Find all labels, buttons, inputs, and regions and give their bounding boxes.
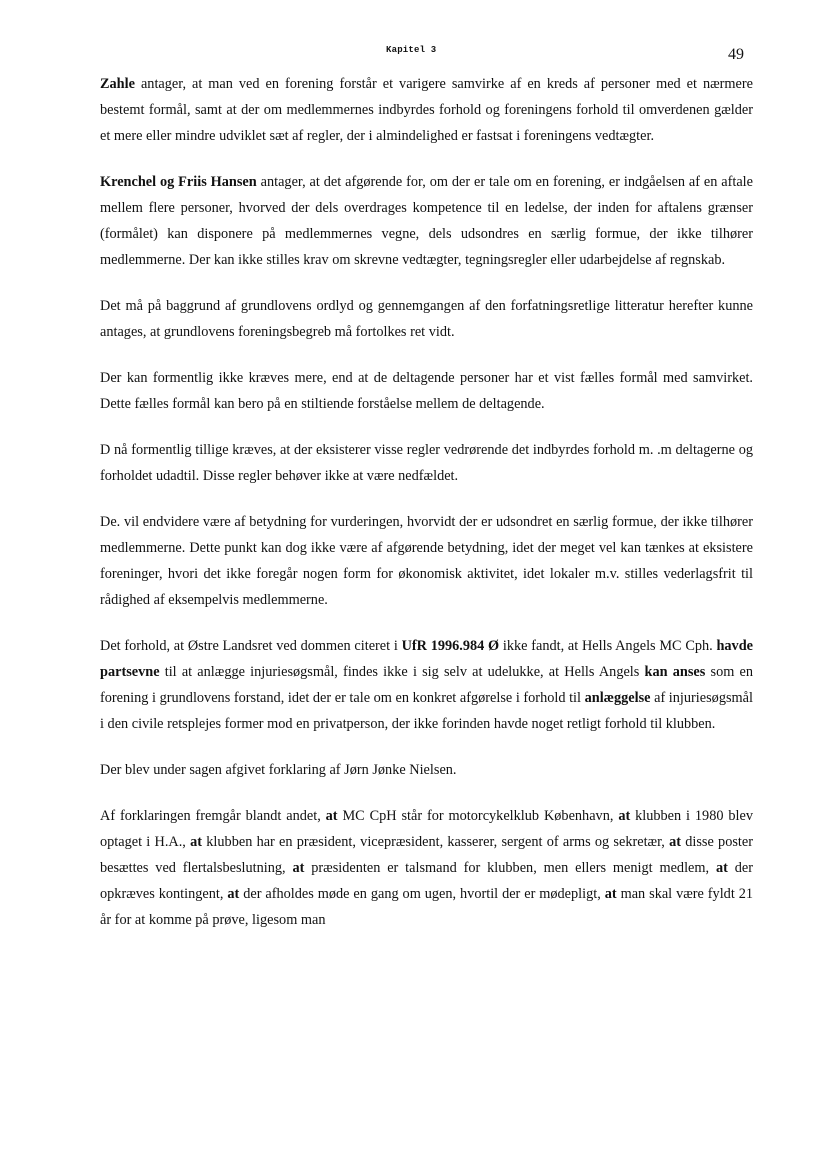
paragraph-text: Det forhold, at Østre Landsret ved dommen citeret i	[100, 638, 402, 654]
bold-text: kan anses	[644, 664, 706, 680]
paragraph-text: ikke fandt, at Hells Angels MC Cph.	[499, 638, 717, 654]
paragraph-text: til at anlægge injuriesøgsmål, findes ikke i sig selv at udelukke, at Hells Angels	[159, 664, 645, 680]
paragraph	[100, 437, 753, 489]
paragraph-text: der opkræves kontingent,	[100, 860, 753, 902]
page-number: 49	[728, 46, 744, 63]
paragraph-text: De. vil endvidere være af betydning for vurderingen, hvorvidt der er udsondret en særlig formue, der ikke tilhører medlemmerne. Dette punkt kan dog ikke være af afgørende betydning, idet der meget vel kan tænkes at eksistere foreninger, hvori det ikke foregår nogen form for økonomisk aktivitet, idet lokaler m.v. stilles vederlagsfrit til rådighed af eksempelvis medlemmerne.	[100, 514, 753, 608]
chapter-header: Kapitel 3	[386, 45, 437, 55]
bold-text: at	[715, 860, 728, 876]
document-body	[100, 71, 753, 953]
paragraph	[100, 365, 753, 417]
bold-text: havde partsevne	[100, 638, 753, 680]
paragraph	[100, 803, 753, 933]
paragraph-text: præsidenten er talsmand for klubben, men ellers menigt medlem,	[304, 860, 716, 876]
paragraph-text: antager, at man ved en forening forstår et varigere samvirke af en kreds af personer med et nærmere bestemt formål, samt at der om medlemmernes indbyrdes forhold og foreningens forhold til omverdenen gælder et mere eller mindre udviklet sæt af regler, der i almindelighed er fastsat i foreningens vedtægter.	[100, 76, 753, 144]
paragraph-text: Det må på baggrund af grundlovens ordlyd og gennemgangen af den forfatningsretlige litteratur herefter kunne antages, at grundlovens foreningsbegreb må fortolkes ret vidt.	[100, 298, 753, 340]
paragraph-text: D nå formentlig tillige kræves, at der eksisterer visse regler vedrørende det indbyrdes forhold m. .m deltagerne og forholdet udadtil. Disse regler behøver ikke at være nedfældet.	[100, 442, 753, 484]
paragraph-text: Der kan formentlig ikke kræves mere, end at de deltagende personer har et vist fælles formål med samvirket. Dette fælles formål kan bero på en stiltiende forståelse mellem de deltagende.	[100, 370, 753, 412]
paragraph	[100, 71, 753, 149]
bold-text: at	[618, 808, 631, 824]
paragraph-text: som en forening i grundlovens forstand, idet der er tale om en konkret afgørelse i forhold til	[100, 664, 753, 706]
bold-text: at	[325, 808, 338, 824]
paragraph-text: Der blev under sagen afgivet forklaring af Jørn Jønke Nielsen.	[100, 762, 457, 778]
bold-text: at	[190, 834, 203, 850]
bold-text: Krenchel og Friis Hansen	[100, 174, 257, 190]
paragraph	[100, 293, 753, 345]
paragraph-text: klubben i 1980 blev optaget i H.A.,	[100, 808, 753, 850]
bold-text: Zahle	[100, 76, 135, 92]
bold-text: at	[669, 834, 681, 850]
paragraph-text: man skal være fyldt 21 år for at komme på prøve, ligesom man	[100, 886, 754, 928]
paragraph	[100, 509, 753, 613]
paragraph-text: MC CpH står for motorcykelklub København,	[337, 808, 619, 824]
bold-text: UfR 1996.984 Ø	[401, 638, 500, 654]
paragraph	[100, 169, 753, 273]
paragraph-text: disse poster besættes ved flertalsbeslutning,	[100, 834, 753, 876]
paragraph	[100, 757, 753, 783]
paragraph-text: antager, at det afgørende for, om der er tale om en forening, er indgåelsen af en aftale mellem flere personer, hvorved der dels overdrages kompetence til en ledelse, der inden for aftalens grænser (formålet) kan disponere på medlemmernes vegne, dels udsondres en særlig formue, der ikke tilhører medlemmerne. Der kan ikke stilles krav om skrevne vedtægter, tegningsregler eller udarbejdelse af regnskab.	[100, 174, 753, 268]
paragraph-text: klubben har en præsident, vicepræsident, kasserer, sergent of arms og sekretær,	[202, 834, 670, 850]
paragraph	[100, 633, 753, 737]
bold-text: at	[604, 886, 617, 902]
paragraph-text: af injuriesøgsmål i den civile retsplejes former mod en privatperson, der ikke forinden havde noget retligt forhold til klubben.	[100, 690, 753, 732]
bold-text: at	[227, 886, 240, 902]
paragraph-text: der afholdes møde en gang om ugen, hvortil der er mødepligt,	[239, 886, 605, 902]
bold-text: at	[292, 860, 305, 876]
bold-text: anlæggelse	[584, 690, 651, 706]
paragraph-text: Af forklaringen fremgår blandt andet,	[100, 808, 326, 824]
